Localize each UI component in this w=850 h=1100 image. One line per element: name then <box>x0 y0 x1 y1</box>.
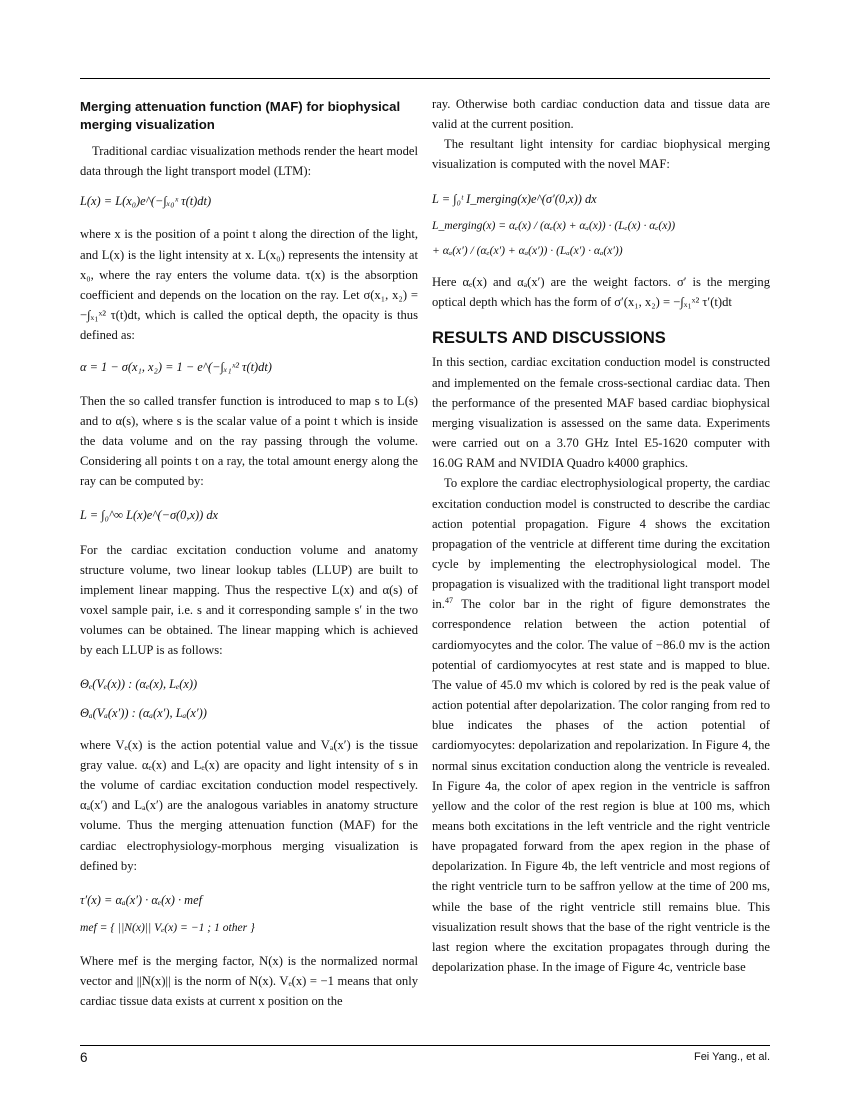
equation-llup-e: Θₑ(Vₑ(x)) : (αₑ(x), Lₑ(x)) <box>80 677 198 692</box>
subsection-heading: Merging attenuation function (MAF) for biophysical merging visualization <box>80 99 401 132</box>
equation-merging: L_merging(x) = αₑ(x) / (αₑ(x) + αₐ(x)) · (Lₑ(x) · αₑ(x)) <box>432 218 676 232</box>
paragraph: where x is the position of a point t along the direction of the light, and L(x) is the light intensity at x. L(x₀) represents the intensity at x₀, where the ray enters the volume data. τ(x) is the absorption coefficient and depends on the location on the ray. Let σ(x₁, x₂) = −∫ₓ₁ˣ² τ(t)dt, which is called the optical depth, the opacity is thus defined as: <box>80 227 418 343</box>
equation-llup-a: Θₐ(Vₐ(x′)) : (αₐ(x′), Lₐ(x′)) <box>80 705 207 720</box>
paragraph: The resultant light intensity for cardiac biophysical merging visualization is computed with the novel MAF: <box>432 137 770 172</box>
paragraph-text: The color bar in the right of figure demonstrates the correspondence relation between the action potential of cardiomyocytes and the color. The value of −86.0 mv is the action potential of cardiomyocytes at rest state and is mapped to blue. The value of 45.0 mv which is colored by red is the peak value of action potential after depolarization. The color ranging from red to blue indicates the phases of the action potential of cardiomyocytes: depolarization and repolarization. In Figure 4, the normal sinus excitation conduction along the ventricle is revealed. In Figure 4a, the color of apex region in the ventricle is saffron yellow and the color of the rest region is blue at 100 ms, which means both excitations in the left ventricle and the right ventricle have propagated forward from the apex region in the phase of depolarization. In Figure 4b, the left ventricle and most regions of the right ventricle turn to be saffron yellow at the time of 200 ms, while the base of the right ventricle still remains blue. This visualization result shows that the base of the right ventricle is the last region where the excitation propagates through during the depolarization phase. In the image of Figure 4c, ventricle base <box>432 597 770 975</box>
equation-energy: L = ∫₀^∞ L(x)e^(−σ(0,x)) dx <box>80 508 219 523</box>
paragraph-results <box>432 473 770 977</box>
paragraph-text: To explore the cardiac electrophysiological property, the cardiac excitation conduction model is constructed to describe the cardiac action potential propagation. Figure 4 shows the excitation propagation of the ventricle at different time during the excitation cycle by implementing the electrophysiological model. The propagation is visualized with the traditional light transport model in. <box>432 476 770 612</box>
right-column <box>432 94 770 977</box>
page-number: 6 <box>80 1050 88 1065</box>
section-heading: RESULTS AND DISCUSSIONS <box>432 329 666 348</box>
equation-opacity: α = 1 − σ(x₁, x₂) = 1 − e^(−∫ₓ₁ˣ² τ(t)dt) <box>80 360 272 375</box>
left-column <box>80 94 418 1012</box>
equation-light-intensity: L = ∫₀ᵗ I_merging(x)e^(σ′(0,x)) dx <box>432 191 597 206</box>
footer <box>80 1050 770 1068</box>
equation-mef: mef = { ||N(x)|| Vₑ(x) = −1 ; 1 other } <box>80 921 255 934</box>
paragraph: Where mef is the merging factor, N(x) is the normalized normal vector and ||N(x)|| is the norm of N(x). Vₑ(x) = −1 means that only cardiac tissue data exists at current x position on the <box>80 954 418 1009</box>
paragraph: For the cardiac excitation conduction volume and anatomy structure volume, two linear lookup tables (LLUP) are built to implement linear mapping. Thus the respective L(x) and α(s) of voxel sample pair, i.e. s and it corresponding sample s′ in the two volumes can be obtained. The linear mapping which is achieved by each LLUP is as follows: <box>80 542 418 658</box>
footer-rule <box>80 1045 770 1046</box>
equation-merging-cont: + αₐ(x′) / (αₑ(x′) + αₐ(x′)) · (Lₐ(x′) · αₐ(x′)) <box>432 243 623 257</box>
paragraph: Then the so called transfer function is introduced to map s to L(s) and to α(s), where s is the scalar value of a point t which is inside the data volume and on the ray passing through the volume. Considering all points t on a ray, the total amount energy along the ray can be computed by: <box>80 393 418 489</box>
paragraph: Traditional cardiac visualization methods render the heart model data through the light transport model (LTM): <box>80 144 418 179</box>
paragraph: In this section, cardiac excitation conduction model is constructed and implemented on the female cross-sectional cardiac data. Then the performance of the presented MAF based cardiac biophysical merging visualization is assessed on the same data. Experiments were carried out on a 3.70 GHz Intel E5-1620 computer with 16.0G RAM and NVIDIA Quadro k4000 graphics. <box>432 355 770 471</box>
paragraph: ray. Otherwise both cardiac conduction data and tissue data are valid at the current position. <box>432 97 770 132</box>
equation-ltm: L(x) = L(x₀)e^(−∫ₓ₀ˣ τ(t)dt) <box>80 194 212 209</box>
running-author: Fei Yang., et al. <box>693 1051 770 1063</box>
paragraph: where Vₑ(x) is the action potential value and Vₐ(x′) is the tissue gray value. αₑ(x) and Lₑ(x) are opacity and light intensity of s in the volume of cardiac excitation conduction model respectively. αₐ(x′) and Lₐ(x′) are the analogous variables in anatomy structure volume. Thus the merging attenuation function (MAF) for the cardiac electrophysiology-morphous merging visualization is defined by: <box>80 737 418 873</box>
header-rule <box>80 78 770 79</box>
equation-maf: τ′(x) = αₐ(x′) · αₑ(x) · mef <box>80 892 203 907</box>
citation-ref[interactable]: 47 <box>444 596 453 606</box>
paragraph: Here αₑ(x) and αₐ(x′) are the weight factors. σ′ is the merging optical depth which has the form of σ′(x₁, x₂) = −∫ₓ₁ˣ² τ′(t)dt <box>432 275 770 310</box>
